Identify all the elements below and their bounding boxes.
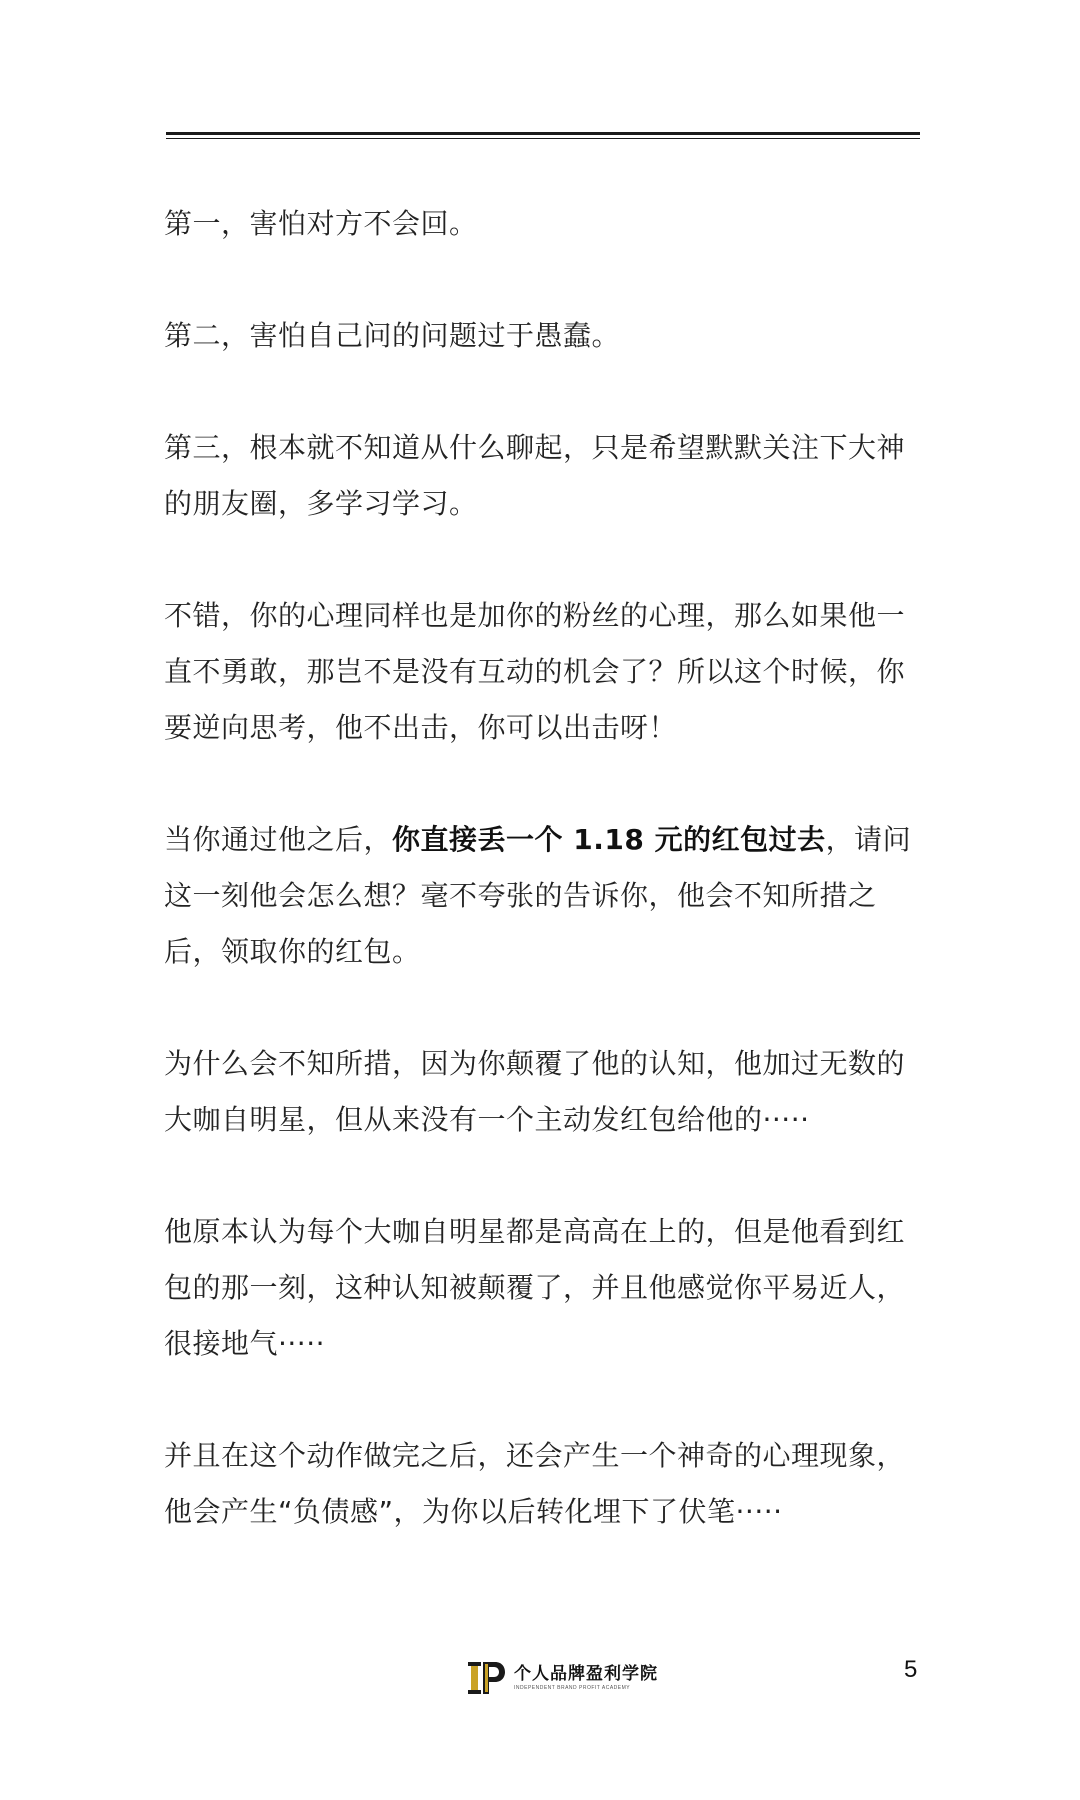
footer-logo [468,1660,658,1696]
emphasis-text: 你直接丢一个 1.18 元的红包过去 [392,823,826,856]
paragraph-text: 他原本认为每个大咖自明星都是高高在上的，但是他看到红包的那一刻，这种认知被颠覆了，并且他感觉你平易近人，很接地气····· [164,1215,906,1360]
paragraph-text: 第一，害怕对方不会回。 [164,207,478,240]
paragraph-text: 当你通过他之后， [164,823,393,856]
paragraph-2 [164,308,924,364]
header-rule-thin [166,138,920,139]
paragraph-text: 第三，根本就不知道从什么聊起，只是希望默默关注下大神的朋友圈，多学习学习。 [164,431,906,520]
logo-title-en: INDEPENDENT BRAND PROFIT ACADEMY [514,1684,631,1691]
paragraph-text: 不错，你的心理同样也是加你的粉丝的心理，那么如果他一直不勇敢，那岂不是没有互动的机会了？所以这个时候，你要逆向思考，他不出击，你可以出击呀！ [164,599,906,744]
paragraph-7 [164,1204,924,1372]
page-number: 5 [904,1656,918,1683]
header-rule-thick [166,132,920,135]
paragraph-text: 第二，害怕自己问的问题过于愚蠢。 [164,319,621,352]
paragraph-8 [164,1428,924,1540]
paragraph-3 [164,420,924,532]
article-body [164,196,924,1596]
paragraph-6 [164,1036,924,1148]
paragraph-4 [164,588,924,756]
paragraph-1 [164,196,924,252]
paragraph-5 [164,812,924,980]
paragraph-text: 并且在这个动作做完之后，还会产生一个神奇的心理现象，他会产生“负债感”，为你以后转化埋下了伏笔····· [164,1439,906,1528]
ip-monogram-icon [468,1660,506,1696]
paragraph-text: 为什么会不知所措，因为你颠覆了他的认知，他加过无数的大咖自明星，但从来没有一个主动发红包给他的····· [164,1047,906,1136]
logo-title-cn: 个人品牌盈利学院 [514,1663,658,1684]
paragraph-text-tail: ，请问这一刻他会怎么想？毫不夸张的告诉你，他会不知所措之后，领取你的红包。 [164,823,912,968]
